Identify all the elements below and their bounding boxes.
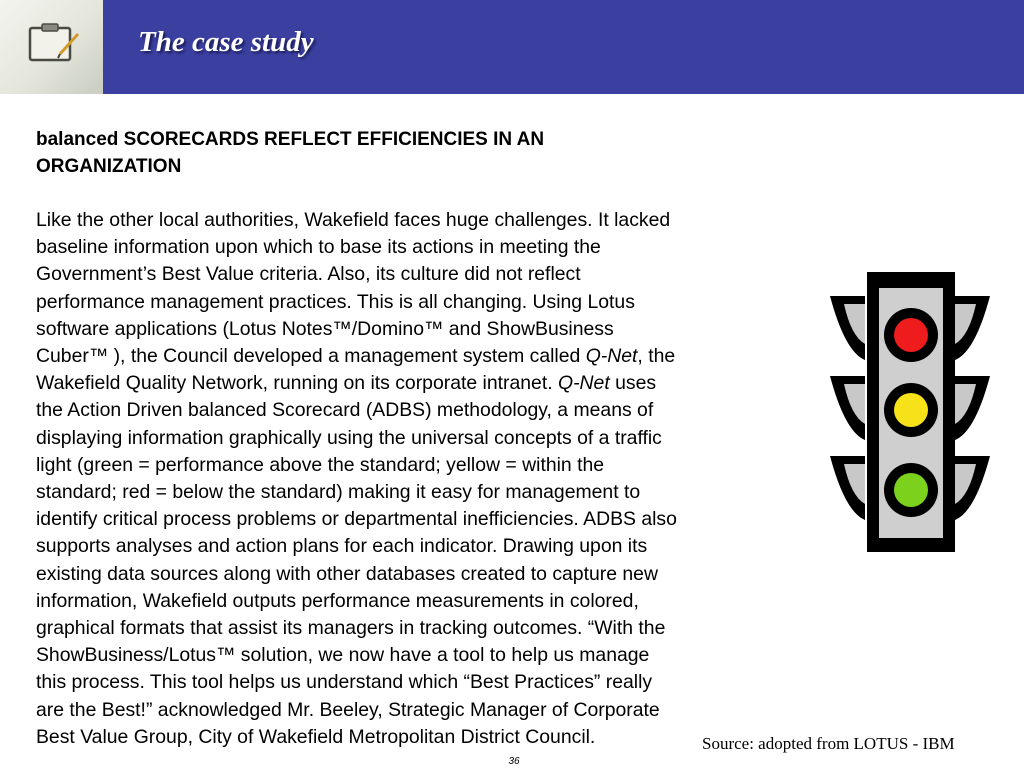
page-number: 36 [508, 756, 520, 767]
paragraph-line [36, 479, 796, 506]
paragraph-line [36, 615, 796, 642]
text-run: this process. This tool helps us understand which “Best Practices” really [36, 671, 653, 694]
text-run: identify critical process problems or departmental inefficiencies. ADBS also [36, 508, 677, 531]
paragraph-line [36, 343, 796, 370]
paragraph-line [36, 261, 796, 288]
text-run: baseline information upon which to base its actions in meeting the [36, 236, 601, 259]
paragraph-line [36, 724, 796, 751]
section-heading [36, 126, 736, 180]
case-study-paragraph [36, 207, 796, 751]
paragraph-line [36, 234, 796, 261]
heading-line: balanced SCORECARDS REFLECT EFFICIENCIES IN AN [36, 129, 545, 150]
paragraph-line [36, 289, 796, 316]
paragraph-line [36, 669, 796, 696]
paragraph-line [36, 506, 796, 533]
text-run: Wakefield Quality Network, running on its corporate intranet. [36, 372, 558, 395]
slide-title: The case study [138, 26, 314, 58]
paragraph-line [36, 425, 796, 452]
green-lamp [894, 473, 928, 507]
clipboard-icon [24, 20, 82, 66]
text-run: uses [609, 372, 657, 395]
italic-term: Q-Net [585, 345, 638, 368]
text-run: Cuber™ ), the Council developed a management system called [36, 345, 586, 368]
text-run: ShowBusiness/Lotus™ solution, we now have a tool to help us manage [36, 644, 650, 667]
red-lamp [894, 318, 928, 352]
paragraph-line [36, 561, 796, 588]
heading-line: ORGANIZATION [36, 156, 182, 177]
text-run: supports analyses and action plans for each indicator. Drawing upon its [36, 535, 648, 558]
text-run: displaying information graphically using the universal concepts of a traffic [36, 426, 662, 449]
text-run: Government’s Best Value criteria. Also, its culture did not reflect [36, 263, 581, 286]
paragraph-line [36, 588, 796, 615]
text-run: graphical formats that assist its managers in tracking outcomes. “With the [36, 617, 666, 640]
text-run: Like the other local authorities, Wakefield faces huge challenges. It lacked [36, 209, 671, 231]
paragraph-line [36, 207, 796, 234]
paragraph-line [36, 397, 796, 424]
paragraph-line [36, 533, 796, 560]
text-run: , the [637, 345, 676, 368]
text-run: Best Value Group, City of Wakefield Metropolitan District Council. [36, 725, 596, 748]
text-run: the Action Driven balanced Scorecard (ADBS) methodology, a means of [36, 399, 654, 422]
header-logo [0, 0, 103, 94]
text-run: information, Wakefield outputs performance measurements in colored, [36, 589, 639, 612]
italic-term: Q-Net [558, 372, 610, 395]
text-run: performance management practices. This is all changing. Using Lotus [36, 290, 635, 313]
paragraph-line [36, 370, 796, 397]
text-run: are the Best!” acknowledged Mr. Beeley, Strategic Manager of Corporate [36, 698, 660, 721]
source-note: Source: adopted from LOTUS - IBM [702, 734, 955, 753]
text-run: software applications (Lotus Notes™/Domino™ and ShowBusiness [36, 317, 614, 340]
paragraph-line [36, 316, 796, 343]
paragraph-line [36, 452, 796, 479]
yellow-lamp [894, 393, 928, 427]
paragraph-line [36, 697, 796, 724]
text-run: standard; red = below the standard) making it easy for management to [36, 481, 641, 504]
text-run: existing data sources along with other databases created to capture new [36, 562, 658, 585]
text-run: light (green = performance above the standard; yellow = within the [36, 453, 605, 476]
paragraph-line [36, 642, 796, 669]
traffic-light-icon [827, 272, 993, 552]
